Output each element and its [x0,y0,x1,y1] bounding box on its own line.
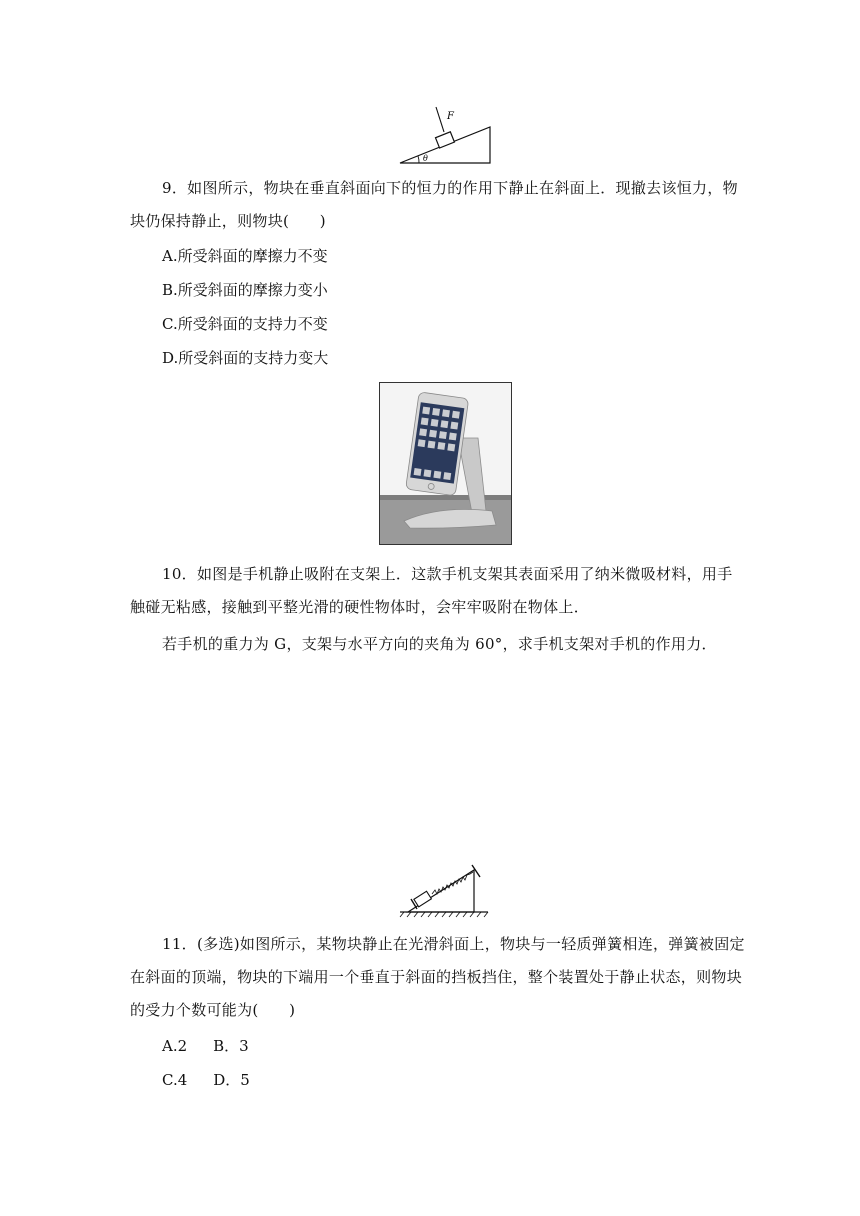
q9-stem: 9．如图所示，物块在垂直斜面向下的恒力的作用下静止在斜面上．现撤去该恒力，物块仍保持静止，则物块( ) [130,179,738,230]
q9-option-d: D.所受斜面的支持力变大 [162,349,329,367]
phone-stand-photo [379,382,512,545]
q10-question: 若手机的重力为 G，支架与水平方向的夹角为 60°，求手机支架对手机的作用力． [162,635,717,653]
block [435,132,454,148]
q11-stem: 11．(多选)如图所示，某物块静止在光滑斜面上，物块与一轻质弹簧相连，弹簧被固定在斜面的顶端，物块的下端用一个垂直于斜面的挡板挡住，整个装置处于静止状态，则物块的受力个数可能为( ) [130,935,745,1019]
q9-option-c: C.所受斜面的支持力不变 [162,315,328,333]
q11-option-c: C.4 [162,1071,188,1089]
block [414,891,431,907]
angle-label: θ [423,154,428,163]
angle-arc [418,156,419,163]
q11-spring-incline-figure [398,863,494,919]
q9-incline-figure [395,103,495,167]
force-label: F [447,111,454,122]
force-arrow [436,107,444,132]
q11-option-d: D．5 [213,1071,250,1089]
q10-stem: 10．如图是手机静止吸附在支架上．这款手机支架其表面采用了纳米微吸材料，用手触碰无粘感，接触到平整光滑的硬性物体时，会牢牢吸附在物体上． [130,565,733,616]
q9-option-a: A.所受斜面的摩擦力不变 [162,247,328,265]
q11-option-b: B．3 [213,1037,249,1055]
q11-option-a: A.2 [162,1037,188,1055]
q9-option-b: B.所受斜面的摩擦力变小 [162,281,328,299]
q11-options-row-2 [162,1068,250,1092]
q11-options-row-1 [162,1034,249,1058]
